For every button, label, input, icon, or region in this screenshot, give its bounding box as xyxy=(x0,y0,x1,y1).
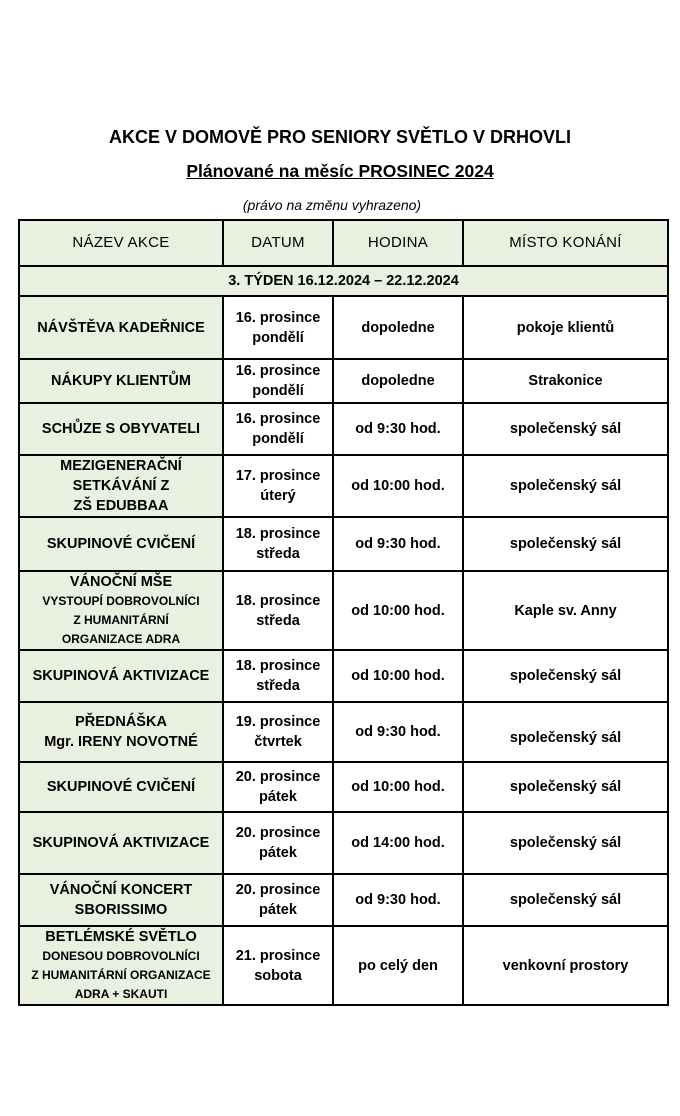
event-name: SKUPINOVÉ CVIČENÍ xyxy=(19,517,223,571)
event-date: 19. prosince čtvrtek xyxy=(223,702,333,762)
events-table xyxy=(18,219,669,1006)
event-date: 20. prosince pátek xyxy=(223,812,333,874)
event-name: NÁVŠTĚVA KADEŘNICE xyxy=(19,296,223,359)
event-name: SKUPINOVÉ CVIČENÍ xyxy=(19,762,223,812)
event-name: BETLÉMSKÉ SVĚTLO DONESOU DOBROVOLNÍCI Z HUMANITÁRNÍ ORGANIZACE ADRA + SKAUTI xyxy=(19,926,223,1005)
event-place: Kaple sv. Anny xyxy=(463,571,668,650)
event-time: od 10:00 hod. xyxy=(333,455,463,517)
event-place: společenský sál xyxy=(463,455,668,517)
event-name: SCHŮZE S OBYVATELI xyxy=(19,403,223,455)
event-time: od 9:30 hod. xyxy=(333,403,463,455)
table-row xyxy=(19,571,668,650)
event-time: dopoledne xyxy=(333,296,463,359)
document-title: AKCE V DOMOVĚ PRO SENIORY SVĚTLO V DRHOVLI xyxy=(108,127,572,147)
event-time: od 9:30 hod. xyxy=(333,702,463,762)
event-date: 21. prosince sobota xyxy=(223,926,333,1005)
table-row xyxy=(19,874,668,926)
header-place: MÍSTO KONÁNÍ xyxy=(463,220,668,266)
event-date: 18. prosince středa xyxy=(223,571,333,650)
event-place: společenský sál xyxy=(463,812,668,874)
table-row xyxy=(19,762,668,812)
event-date: 20. prosince pátek xyxy=(223,874,333,926)
header-name: NÁZEV AKCE xyxy=(19,220,223,266)
event-name: VÁNOČNÍ MŠE VYSTOUPÍ DOBROVOLNÍCI Z HUMANITÁRNÍ ORGANIZACE ADRA xyxy=(19,571,223,650)
event-place: společenský sál xyxy=(463,702,668,762)
change-notice: (právo na změnu vyhrazeno) xyxy=(242,197,422,213)
week-row xyxy=(19,266,668,296)
table-row xyxy=(19,359,668,403)
week-label: 3. TÝDEN 16.12.2024 – 22.12.2024 xyxy=(19,266,668,296)
event-place: společenský sál xyxy=(463,403,668,455)
event-name: SKUPINOVÁ AKTIVIZACE xyxy=(19,650,223,702)
event-time: od 9:30 hod. xyxy=(333,517,463,571)
header-row xyxy=(19,220,668,266)
table-row xyxy=(19,702,668,762)
event-name: SKUPINOVÁ AKTIVIZACE xyxy=(19,812,223,874)
event-place: společenský sál xyxy=(463,650,668,702)
event-date: 16. prosince pondělí xyxy=(223,296,333,359)
event-name: VÁNOČNÍ KONCERT SBORISSIMO xyxy=(19,874,223,926)
event-time: od 10:00 hod. xyxy=(333,762,463,812)
event-place: společenský sál xyxy=(463,762,668,812)
table-row xyxy=(19,296,668,359)
event-date: 20. prosince pátek xyxy=(223,762,333,812)
table-row xyxy=(19,926,668,1005)
header-time: HODINA xyxy=(333,220,463,266)
table-row xyxy=(19,403,668,455)
event-place: venkovní prostory xyxy=(463,926,668,1005)
event-time: od 10:00 hod. xyxy=(333,650,463,702)
event-time: od 9:30 hod. xyxy=(333,874,463,926)
event-date: 16. prosince pondělí xyxy=(223,359,333,403)
event-place: společenský sál xyxy=(463,517,668,571)
header-date: DATUM xyxy=(223,220,333,266)
event-time: po celý den xyxy=(333,926,463,1005)
event-name: NÁKUPY KLIENTŮM xyxy=(19,359,223,403)
table-row xyxy=(19,455,668,517)
event-place: Strakonice xyxy=(463,359,668,403)
table-row xyxy=(19,812,668,874)
table-row xyxy=(19,517,668,571)
event-place: společenský sál xyxy=(463,874,668,926)
event-place: pokoje klientů xyxy=(463,296,668,359)
event-time: dopoledne xyxy=(333,359,463,403)
event-name: MEZIGENERAČNÍ SETKÁVÁNÍ Z ZŠ EDUBBAA xyxy=(19,455,223,517)
event-time: od 14:00 hod. xyxy=(333,812,463,874)
event-date: 17. prosince úterý xyxy=(223,455,333,517)
event-name: PŘEDNÁŠKA Mgr. IRENY NOVOTNÉ xyxy=(19,702,223,762)
document-subtitle: Plánované na měsíc PROSINEC 2024 xyxy=(186,161,494,181)
event-date: 16. prosince pondělí xyxy=(223,403,333,455)
event-date: 18. prosince středa xyxy=(223,650,333,702)
event-time: od 10:00 hod. xyxy=(333,571,463,650)
event-date: 18. prosince středa xyxy=(223,517,333,571)
table-row xyxy=(19,650,668,702)
